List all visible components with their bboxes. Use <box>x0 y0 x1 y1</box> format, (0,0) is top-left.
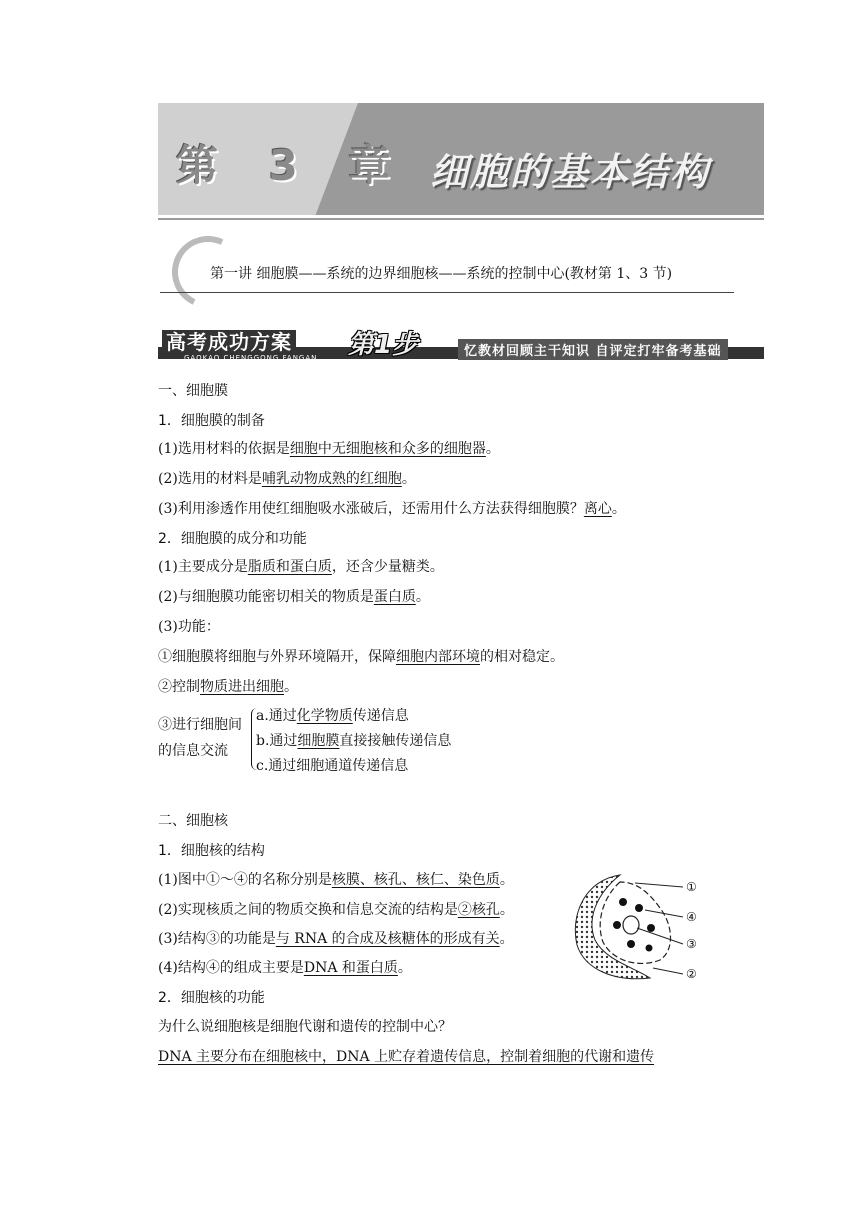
chapter-title: 细胞的基本结构 <box>430 150 711 194</box>
text-line: 的信息交流 <box>158 743 228 759</box>
figure-label: ④ <box>686 910 697 924</box>
ribbon-slogan: 忆教材回顾主干知识 自评定打牢备考基础 <box>458 339 728 360</box>
answer-blank: 离心 <box>583 501 612 517</box>
answer-blank: 蛋白质 <box>373 589 416 605</box>
text-line: ①细胞膜将细胞与外界环境隔开，保障细胞内部环境的相对稳定。 <box>158 649 564 665</box>
answer-blank: 脂质和蛋白质 <box>247 559 332 575</box>
answer-line: DNA 主要分布在细胞核中，DNA 上贮存着遗传信息，控制着细胞的代谢和遗传 <box>158 1049 655 1065</box>
text-line: (4)结构④的组成主要是DNA 和蛋白质。 <box>158 960 412 976</box>
answer-blank: 物质进出细胞 <box>200 679 284 695</box>
text-line: (3)功能： <box>158 619 220 635</box>
subheading-function: 2．细胞核的功能 <box>158 990 265 1006</box>
text-line: (1)主要成分是脂质和蛋白质，还含少量糖类。 <box>158 559 444 575</box>
answer-blank: 化学物质 <box>296 708 353 724</box>
figure-labels <box>686 880 697 981</box>
figure-label: ③ <box>686 937 697 951</box>
text-line: (2)选用的材料是哺乳动物成熟的红细胞。 <box>158 471 416 487</box>
nucleus-figure <box>565 870 715 990</box>
text-line: (3)利用渗透作用使红细胞吸水涨破后，还需用什么方法获得细胞膜？离心。 <box>158 501 626 517</box>
section-heading-membrane: 一、细胞膜 <box>158 383 228 399</box>
subheading-preparation: 1．细胞膜的制备 <box>158 413 265 429</box>
nucleolus-shape <box>623 916 639 934</box>
ribbon-pinyin: GAOKAO CHENGGONG FANGAN <box>184 354 318 362</box>
text-line: a.通过化学物质传递信息 <box>256 708 409 724</box>
answer-blank: 细胞内部环境 <box>396 649 480 665</box>
lesson-rule <box>160 292 734 293</box>
question-line: 为什么说细胞核是细胞代谢和遗传的控制中心？ <box>158 1019 452 1035</box>
answer-blank: DNA 和蛋白质 <box>303 960 398 976</box>
text-line: (1)选用材料的依据是细胞中无细胞核和众多的细胞器。 <box>158 441 500 457</box>
section-ribbon <box>158 330 764 360</box>
answer-blank: 细胞膜 <box>297 733 340 749</box>
chapter-number: 第 3 章 <box>176 141 409 190</box>
answer-blank: 细胞中无细胞核和众多的细胞器 <box>289 441 486 457</box>
answer-blank: 哺乳动物成熟的红细胞 <box>261 471 402 487</box>
figure-label: ① <box>686 880 697 894</box>
ribbon-main-text: 高考成功方案 <box>162 330 296 354</box>
answer-blank: 与 RNA 的合成及核糖体的形成有关 <box>275 931 500 947</box>
figure-label: ② <box>686 967 697 981</box>
lesson-title: 第一讲 细胞膜——系统的边界细胞核——系统的控制中心(教材第 1、3 节) <box>210 266 673 282</box>
text-line: (2)与细胞膜功能密切相关的物质是蛋白质。 <box>158 589 430 605</box>
text-line: c.通过细胞通道传递信息 <box>256 758 409 774</box>
text-line: ③进行细胞间 <box>158 717 242 733</box>
answer-blank: 核膜、核孔、核仁、染色质 <box>331 872 500 888</box>
subheading-composition: 2．细胞膜的成分和功能 <box>158 531 307 547</box>
text-line: b.通过细胞膜直接接触传递信息 <box>256 733 452 749</box>
answer-blank: ②核孔 <box>457 902 500 918</box>
text-line: (3)结构③的功能是与 RNA 的合成及核糖体的形成有关。 <box>158 931 514 947</box>
ribbon-step: 第1步 <box>348 330 419 360</box>
banner-rule <box>158 218 764 220</box>
text-line: (2)实现核质之间的物质交换和信息交流的结构是②核孔。 <box>158 902 514 918</box>
subheading-structure: 1．细胞核的结构 <box>158 843 265 859</box>
text-line: (1)图中①～④的名称分别是核膜、核孔、核仁、染色质。 <box>158 872 514 888</box>
section-heading-nucleus: 二、细胞核 <box>158 813 228 829</box>
text-line: ②控制物质进出细胞。 <box>158 679 298 695</box>
